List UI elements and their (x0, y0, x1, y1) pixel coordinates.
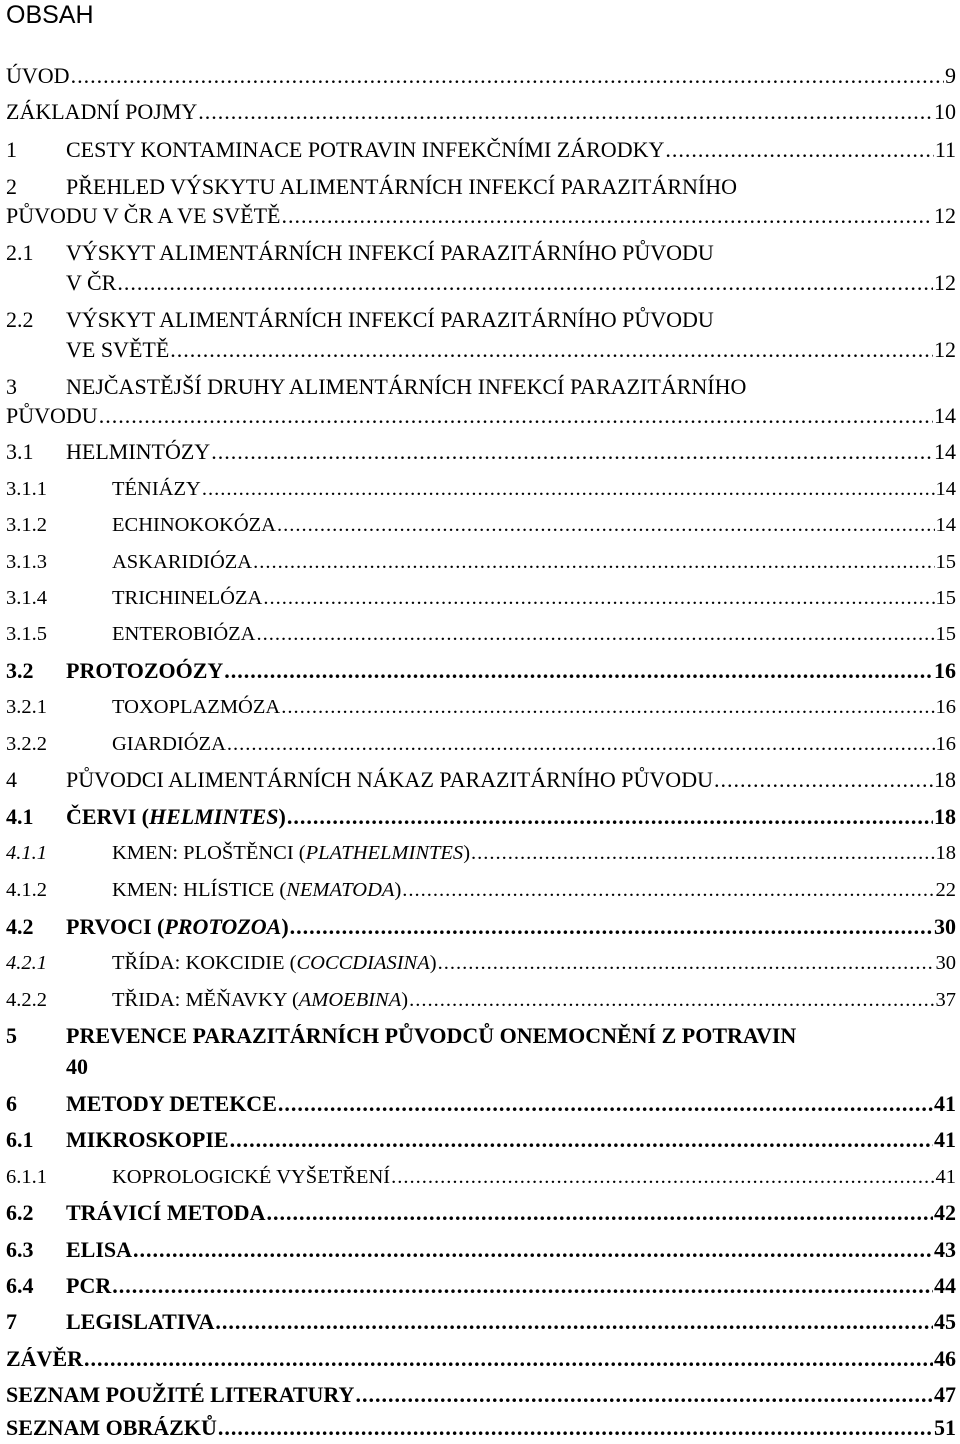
section-number: 4.2 (6, 914, 34, 939)
section-number: 6.1.1 (6, 1166, 47, 1188)
section-number: 4.2.1 (6, 952, 47, 974)
page-number: 14 (934, 439, 956, 464)
toc-entry-7[interactable]: 7 LEGISLATIVA ..... 45 (6, 1307, 956, 1337)
toc-entry-3-1-4[interactable]: 3.1.4 TRICHINELÓZA ..... 15 (6, 583, 956, 613)
toc-entry-4-2-1[interactable]: 4.2.1 TŘÍDA: KOKCIDIE (COCCDIASINA) ..... 30 (6, 948, 956, 978)
section-number: 4.2.2 (6, 989, 47, 1011)
page-number: 43 (934, 1237, 956, 1262)
toc-entry-6-1[interactable]: 6.1 MIKROSKOPIE ..... 41 (6, 1125, 956, 1155)
section-number: 3.2.2 (6, 733, 47, 755)
section-number: 4.1.2 (6, 879, 47, 901)
toc-entry-2-2-line2[interactable]: VE SVĚTĚ ..... 12 (6, 335, 956, 365)
page-number: 30 (934, 914, 956, 939)
page-number: 12 (934, 203, 956, 228)
section-number: 3.1.5 (6, 623, 47, 645)
page-number: 15 (935, 551, 956, 573)
toc-entry-zaver[interactable]: ZÁVĚR ..... 46 (6, 1344, 956, 1374)
page-number: 51 (934, 1415, 956, 1440)
section-number: 3.1.3 (6, 551, 47, 573)
page-number: 41 (934, 1127, 956, 1152)
toc-entry-4-1-1[interactable]: 4.1.1 KMEN: PLOŠTĚNCI (PLATHELMINTES) ..... 18 (6, 838, 956, 868)
toc-entry-3-1[interactable]: 3.1 HELMINTÓZY ..... 14 (6, 437, 956, 467)
section-number: 6.3 (6, 1237, 34, 1262)
page-number: 16 (935, 733, 956, 755)
page-number: 14 (934, 403, 956, 428)
toc-entry-4[interactable]: 4 PŮVODCI ALIMENTÁRNÍCH NÁKAZ PARAZITÁRNÍHO PŮVODU ..... 18 (6, 765, 956, 795)
section-number: 6.2 (6, 1200, 34, 1225)
toc-entry-1[interactable]: 1 CESTY KONTAMINACE POTRAVIN INFEKČNÍMI ZÁRODKY ..... 11 (6, 135, 956, 165)
page-number: 18 (934, 767, 956, 792)
toc-entry-2-line2[interactable]: PŮVODU V ČR A VE SVĚTĚ ..... 12 (6, 201, 956, 231)
page-number: 45 (934, 1309, 956, 1334)
page-number: 41 (934, 1091, 956, 1116)
page-number: 16 (935, 696, 956, 718)
toc-entry-3-line2[interactable]: PŮVODU ..... 14 (6, 401, 956, 431)
section-number: 1 (6, 137, 17, 162)
page-number: 46 (934, 1346, 956, 1371)
section-number: 6.1 (6, 1127, 34, 1152)
toc-entry-3-1-3[interactable]: 3.1.3 ASKARIDIÓZA ..... 15 (6, 547, 956, 577)
page-number: 42 (934, 1200, 956, 1225)
section-number: 3.1 (6, 439, 34, 464)
section-number: 4 (6, 767, 17, 792)
toc-entry-6-4[interactable]: 6.4 PCR ..... 44 (6, 1271, 956, 1301)
toc-entry-literatura[interactable]: SEZNAM POUŽITÉ LITERATURY ..... 47 (6, 1380, 956, 1410)
toc-entry-3-2-1[interactable]: 3.2.1 TOXOPLAZMÓZA ..... 16 (6, 692, 956, 722)
toc-entry-6-2[interactable]: 6.2 TRÁVICÍ METODA ..... 42 (6, 1198, 956, 1228)
page-number: 14 (935, 514, 956, 536)
toc-entry-zakladni-pojmy[interactable]: ZÁKLADNÍ POJMY ..... 10 (6, 97, 956, 127)
toc-entry-2-line1[interactable]: 2 PŘEHLED VÝSKYTU ALIMENTÁRNÍCH INFEKCÍ PARAZITÁRNÍHO (6, 172, 956, 202)
toc-entry-3-2-2[interactable]: 3.2.2 GIARDIÓZA ..... 16 (6, 729, 956, 759)
page-number: 11 (934, 137, 956, 162)
page-number: 14 (935, 478, 956, 500)
toc-entry-3-1-1[interactable]: 3.1.1 TÉNIÁZY ..... 14 (6, 474, 956, 504)
toc-entry-3-2[interactable]: 3.2 PROTOZOÓZY ..... 16 (6, 656, 956, 686)
toc-entry-3-line1[interactable]: 3 NEJČASTĚJŠÍ DRUHY ALIMENTÁRNÍCH INFEKCÍ PARAZITÁRNÍHO (6, 372, 956, 402)
section-number: 3.1.4 (6, 587, 47, 609)
page-number: 44 (934, 1273, 956, 1298)
toc-entry-5-line1[interactable]: 5 PREVENCE PARAZITÁRNÍCH PŮVODCŮ ONEMOCNĚNÍ Z POTRAVIN (6, 1021, 956, 1051)
toc-entry-6-3[interactable]: 6.3 ELISA ..... 43 (6, 1235, 956, 1265)
page-number: 9 (945, 63, 956, 88)
page-number: 12 (934, 270, 956, 295)
page-number: 47 (934, 1382, 956, 1407)
section-number: 3 (6, 374, 17, 399)
toc-entry-obrazky[interactable]: SEZNAM OBRÁZKŮ ..... 51 (6, 1413, 956, 1443)
page-number: 40 (66, 1054, 88, 1079)
section-number: 4.1 (6, 804, 34, 829)
section-number: 3.2.1 (6, 696, 47, 718)
page-number: 37 (935, 989, 956, 1011)
page-number: 18 (934, 804, 956, 829)
toc-entry-3-1-2[interactable]: 3.1.2 ECHINOKOKÓZA ..... 14 (6, 510, 956, 540)
section-number: 5 (6, 1023, 17, 1048)
page-number: 16 (934, 658, 956, 683)
section-number: 3.1.1 (6, 478, 47, 500)
section-number: 7 (6, 1309, 17, 1334)
page-number: 18 (935, 842, 956, 864)
toc-entry-6-1-1[interactable]: 6.1.1 KOPROLOGICKÉ VYŠETŘENÍ ..... 41 (6, 1162, 956, 1192)
page-number: 22 (935, 879, 956, 901)
toc-entry-2-1-line2[interactable]: V ČR ..... 12 (6, 268, 956, 298)
toc-entry-4-2-2[interactable]: 4.2.2 TŘIDA: MĚŇAVKY (AMOEBINA) ..... 37 (6, 985, 956, 1015)
section-number: 2.2 (6, 307, 34, 332)
toc-entry-4-2[interactable]: 4.2 PRVOCI (PROTOZOA) ..... 30 (6, 912, 956, 942)
page-title: OBSAH (6, 1, 94, 29)
page-number: 10 (934, 99, 956, 124)
toc-entry-2-2-line1[interactable]: 2.2 VÝSKYT ALIMENTÁRNÍCH INFEKCÍ PARAZITÁRNÍHO PŮVODU (6, 305, 956, 335)
toc-entry-2-1-line1[interactable]: 2.1 VÝSKYT ALIMENTÁRNÍCH INFEKCÍ PARAZITÁRNÍHO PŮVODU (6, 238, 956, 268)
toc-entry-4-1[interactable]: 4.1 ČERVI (HELMINTES) ..... 18 (6, 802, 956, 832)
section-number: 4.1.1 (6, 842, 47, 864)
toc-entry-3-1-5[interactable]: 3.1.5 ENTEROBIÓZA ..... 15 (6, 619, 956, 649)
section-number: 6.4 (6, 1273, 34, 1298)
section-number: 6 (6, 1091, 17, 1116)
page-number: 41 (935, 1166, 956, 1188)
section-number: 3.2 (6, 658, 34, 683)
page-number: 30 (935, 952, 956, 974)
toc-entry-uvod[interactable]: ÚVOD ..... 9 (6, 61, 956, 91)
page-number: 15 (935, 623, 956, 645)
section-number: 2.1 (6, 240, 34, 265)
section-number: 3.1.2 (6, 514, 47, 536)
toc-entry-5-line2[interactable] (6, 1052, 956, 1082)
toc-entry-4-1-2[interactable]: 4.1.2 KMEN: HLÍSTICE (NEMATODA) ..... 22 (6, 875, 956, 905)
page-number: 12 (934, 337, 956, 362)
page-number: 15 (935, 587, 956, 609)
toc-entry-6[interactable]: 6 METODY DETEKCE ..... 41 (6, 1089, 956, 1119)
section-number: 2 (6, 174, 17, 199)
